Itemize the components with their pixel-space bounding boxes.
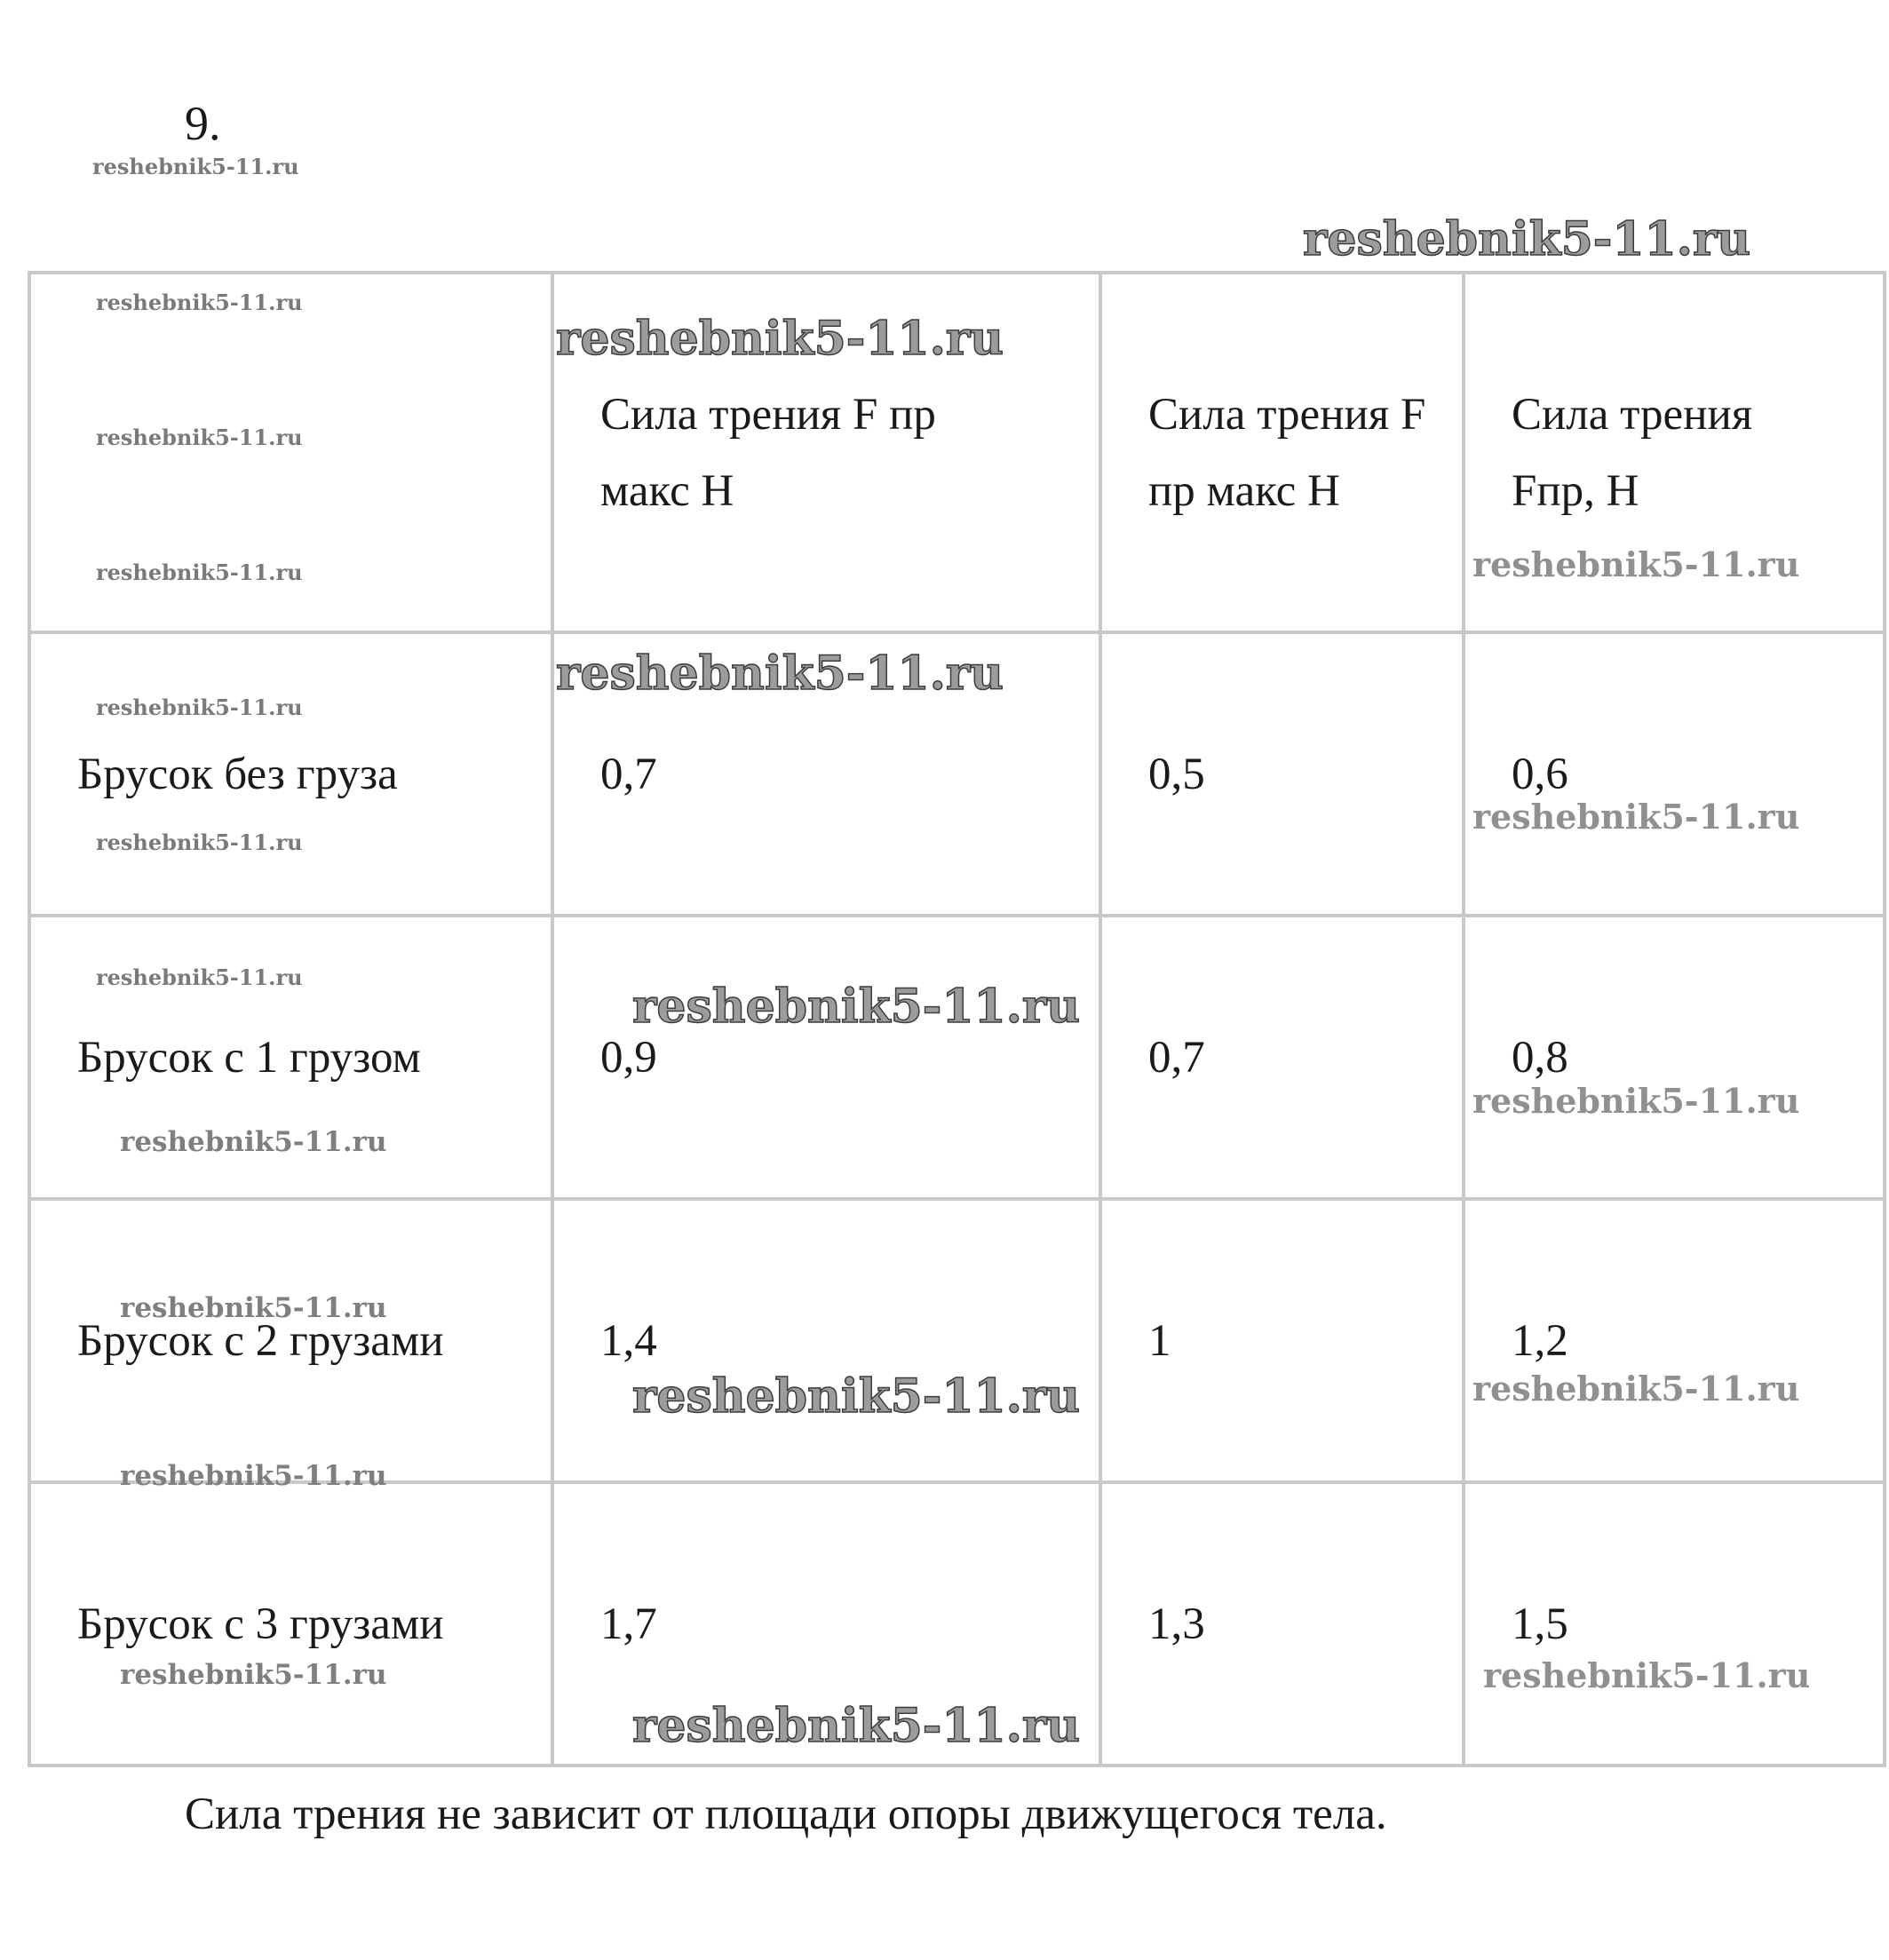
cell-value: 1 <box>1100 1199 1464 1482</box>
task-number: 9. <box>185 97 221 150</box>
watermark-text: reshebnik5-11.ru <box>120 1460 387 1492</box>
watermark-text: reshebnik5-11.ru <box>120 1659 387 1691</box>
watermark-text: reshebnik5-11.ru <box>556 647 1004 701</box>
row-label: Брусок с 3 грузами <box>29 1482 552 1766</box>
cell-value: 1,2 <box>1464 1199 1885 1482</box>
row-label: Брусок без груза <box>29 632 552 916</box>
watermark-text: reshebnik5-11.ru <box>96 290 303 315</box>
cell-value: 0,7 <box>1100 916 1464 1199</box>
watermark-text: reshebnik5-11.ru <box>120 1126 387 1158</box>
watermark-text: reshebnik5-11.ru <box>1483 1655 1811 1695</box>
cell-value: 1,4 <box>552 1199 1100 1482</box>
watermark-text: reshebnik5-11.ru <box>92 154 299 179</box>
watermark-text: reshebnik5-11.ru <box>96 964 303 990</box>
watermark-text: reshebnik5-11.ru <box>1472 797 1800 837</box>
watermark-text: reshebnik5-11.ru <box>1303 212 1751 266</box>
watermark-text: reshebnik5-11.ru <box>96 559 303 585</box>
cell-value: 1,7 <box>552 1482 1100 1766</box>
cell-value: 0,6 <box>1464 632 1885 916</box>
row-label: Брусок с 1 грузом <box>29 916 552 1199</box>
watermark-text: reshebnik5-11.ru <box>96 694 303 720</box>
cell-value: 0,7 <box>552 632 1100 916</box>
table-row <box>29 1199 1885 1482</box>
conclusion-text: Сила трения не зависит от площади опоры движущегося тела. <box>185 1789 1387 1839</box>
watermark-text: reshebnik5-11.ru <box>1472 1081 1800 1121</box>
watermark-text: reshebnik5-11.ru <box>632 980 1081 1034</box>
cell-value: 0,5 <box>1100 632 1464 916</box>
watermark-text: reshebnik5-11.ru <box>1472 544 1800 584</box>
header-text-max-force-2: Сила трения F пр макс Н <box>1148 389 1426 516</box>
header-text-max-force-1: Сила трения F пр макс Н <box>600 389 936 516</box>
header-cell <box>1100 273 1464 632</box>
watermark-text: reshebnik5-11.ru <box>96 829 303 855</box>
cell-value: 1,3 <box>1100 1482 1464 1766</box>
watermark-text: reshebnik5-11.ru <box>632 1699 1081 1753</box>
watermark-text: reshebnik5-11.ru <box>96 425 303 450</box>
watermark-text: reshebnik5-11.ru <box>556 312 1004 366</box>
cell-value: 1,5 <box>1464 1482 1885 1766</box>
header-text-friction-force: Сила трения Fпр, Н <box>1512 389 1753 516</box>
row-label: Брусок с 2 грузами <box>29 1199 552 1482</box>
watermark-text: reshebnik5-11.ru <box>120 1292 387 1324</box>
watermark-text: reshebnik5-11.ru <box>1472 1369 1800 1409</box>
watermark-text: reshebnik5-11.ru <box>632 1369 1081 1424</box>
cell-value: 0,8 <box>1464 916 1885 1199</box>
cell-value: 0,9 <box>552 916 1100 1199</box>
